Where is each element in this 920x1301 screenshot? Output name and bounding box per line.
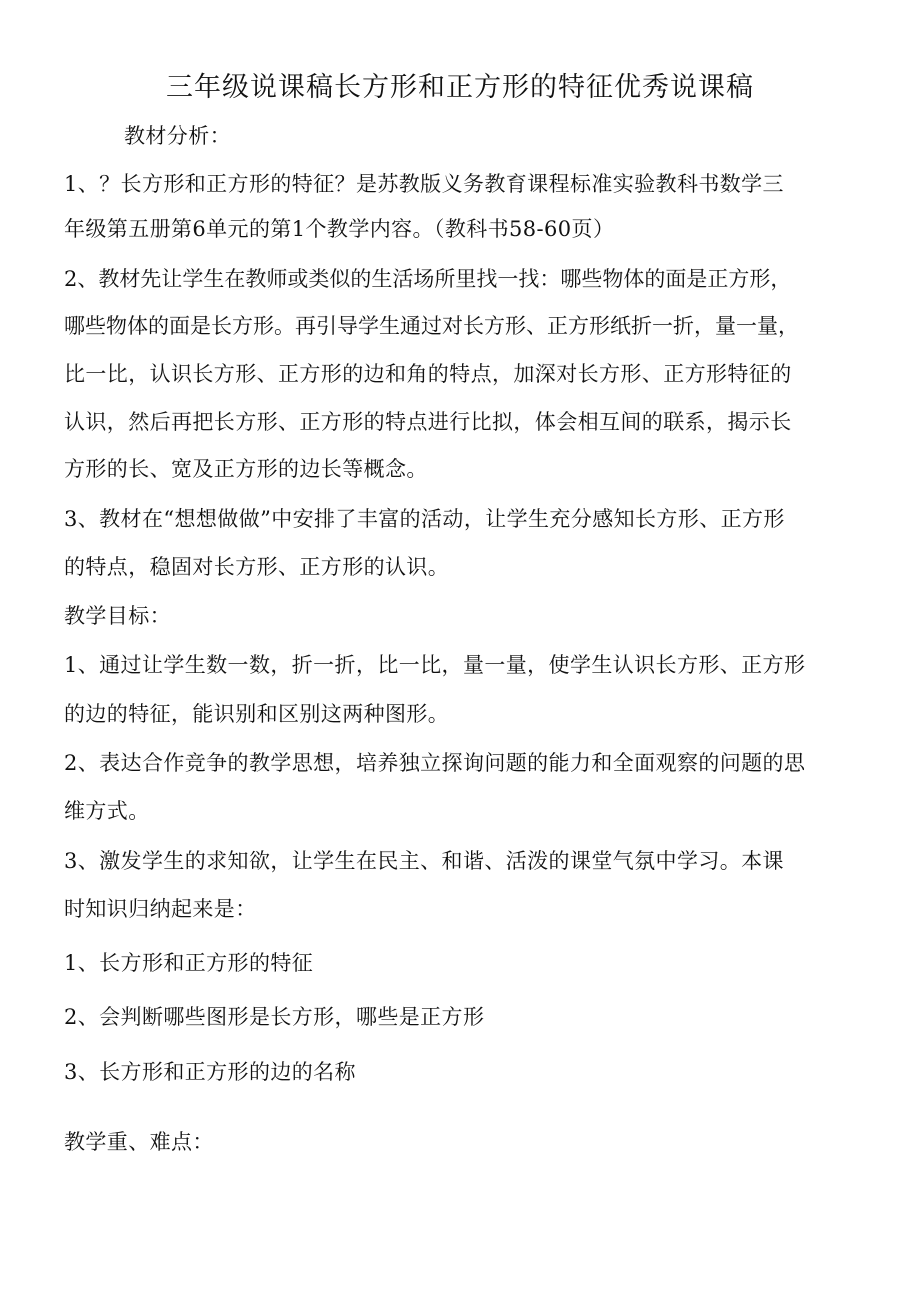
paragraph-line: 方形的长、宽及正方形的边长等概念。 xyxy=(64,457,428,481)
paragraph-line: 比一比，认识长方形、正方形的边和角的特点，加深对长方形、正方形特征的 xyxy=(64,362,792,386)
paragraph-line: 时知识归纳起来是： xyxy=(64,897,257,921)
document-title: 三年级说课稿长方形和正方形的特征优秀说课稿 xyxy=(166,72,754,103)
paragraph-line: 2、表达合作竞争的教学思想，培养独立探询问题的能力和全面观察的问题的思 xyxy=(64,751,806,775)
paragraph-line: 2、教材先让学生在教师或类似的生活场所里找一找：哪些物体的面是正方形， xyxy=(64,267,792,291)
list-item: 2、会判断哪些图形是长方形，哪些是正方形 xyxy=(64,1005,485,1029)
paragraph-line: 认识，然后再把长方形、正方形的特点进行比拟，体会相互间的联系，揭示长 xyxy=(64,410,792,434)
paragraph-line: 3、激发学生的求知欲，让学生在民主、和谐、活泼的课堂气氛中学习。本课 xyxy=(64,849,784,873)
paragraph-line: 的边的特征，能识别和区别这两种图形。 xyxy=(64,702,450,726)
list-item: 1、长方形和正方形的特征 xyxy=(64,951,314,975)
paragraph-line: 1、？长方形和正方形的特征？是苏教版义务教育课程标准实验教科书数学三 xyxy=(64,172,784,196)
paragraph-line: 年级第五册第6单元的第1个教学内容。（教科书58-60页） xyxy=(64,217,615,241)
paragraph-line: 哪些物体的面是长方形。再引导学生通过对长方形、正方形纸折一折，量一量， xyxy=(64,314,799,338)
section-heading-material-analysis: 教材分析： xyxy=(124,124,231,148)
section-heading-teaching-goals: 教学目标： xyxy=(64,604,171,628)
paragraph-line: 3、教材在“想想做做”中安排了丰富的活动，让学生充分感知长方形、正方形 xyxy=(64,507,785,531)
section-heading-key-points: 教学重、难点： xyxy=(64,1130,214,1154)
list-item: 3、长方形和正方形的边的名称 xyxy=(64,1060,356,1084)
paragraph-line: 的特点，稳固对长方形、正方形的认识。 xyxy=(64,555,450,579)
paragraph-line: 1、通过让学生数一数，折一折，比一比，量一量，使学生认识长方形、正方形 xyxy=(64,653,806,677)
paragraph-line: 维方式。 xyxy=(64,799,150,823)
